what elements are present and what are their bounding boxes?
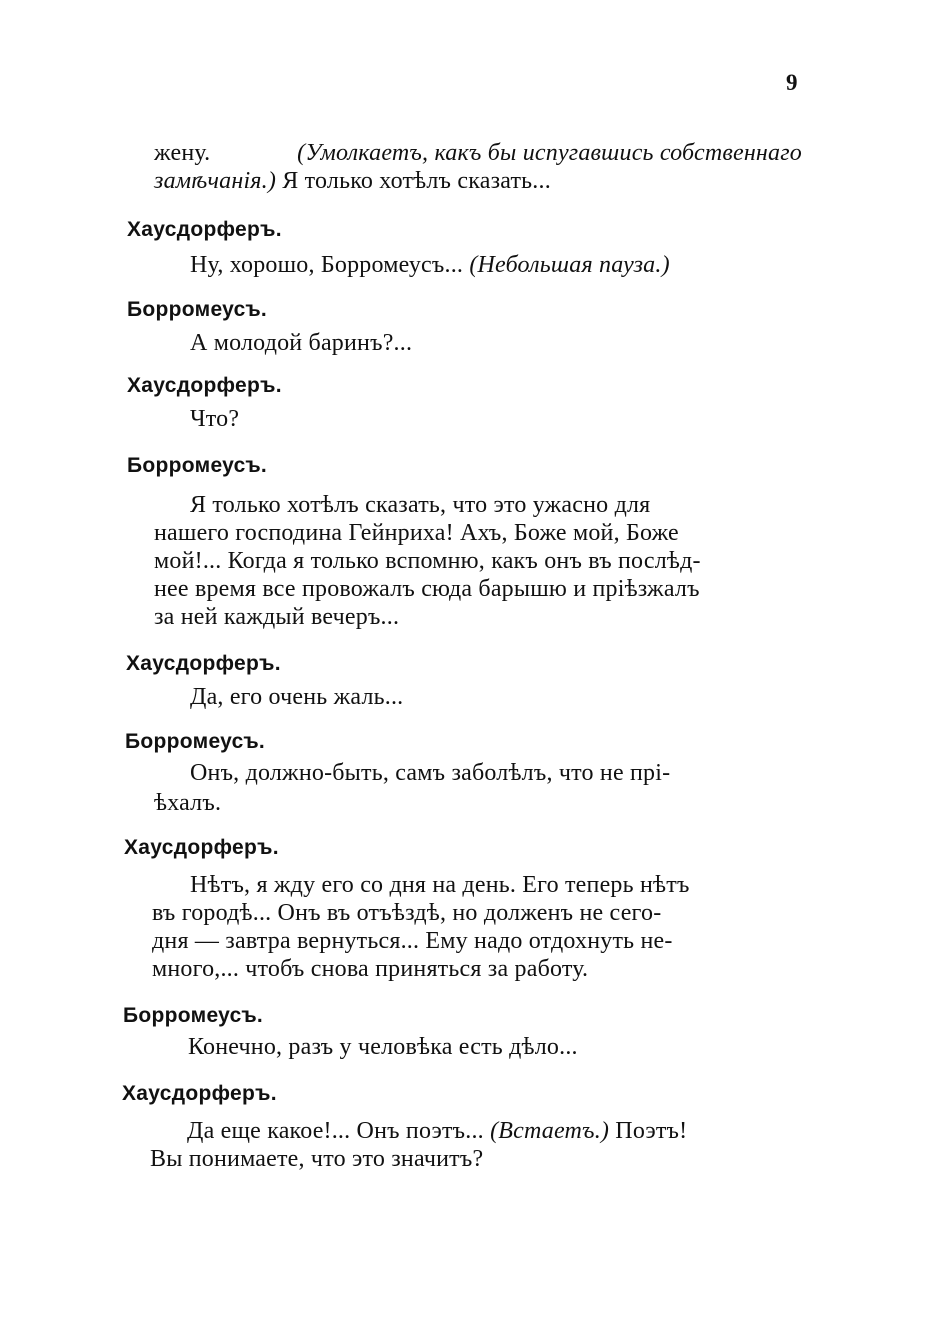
text-line — [152, 956, 588, 983]
text-segment: много,... чтобъ снова приняться за работу. — [152, 956, 589, 982]
text-segment: за ней каждый вечеръ... — [154, 604, 400, 630]
text-segment: Нѣтъ, я жду его со дня на день. Его теперь нѣтъ — [190, 872, 690, 898]
stage-direction: (Небольшая пауза.) — [469, 252, 670, 278]
text-line — [154, 168, 551, 195]
speaker-label: Борромеусъ. — [127, 298, 268, 321]
text-segment: Да еще какое!... Онъ поэтъ... — [187, 1118, 491, 1144]
speaker-label: Борромеусъ. — [127, 454, 268, 477]
text-segment: Вы понимаете, что это значитъ? — [150, 1146, 484, 1172]
text-line — [190, 330, 412, 357]
text-segment: Да, его очень жаль... — [190, 684, 404, 710]
text-line — [154, 520, 802, 547]
text-line — [154, 140, 802, 167]
text-segment: А молодой баринъ?... — [190, 330, 413, 356]
text-segment: дня — завтра вернуться... Ему надо отдохнуть не- — [152, 928, 673, 954]
speaker-label: Борромеусъ. — [123, 1004, 264, 1027]
text-line — [190, 760, 670, 787]
stage-direction: (Встаетъ.) — [490, 1118, 610, 1144]
text-segment: въ городѣ... Онъ въ отъѣздѣ, но долженъ не сего- — [152, 900, 662, 926]
text-segment: Ну, хорошо, Борромеусъ... — [190, 252, 470, 278]
stage-direction: замѣчанія.) — [154, 168, 277, 194]
speaker-label: Хаусдорферъ. — [126, 652, 281, 675]
speaker-label: Хаусдорферъ. — [122, 1082, 277, 1105]
text-line — [187, 1118, 687, 1145]
stage-direction: (Умолкаетъ, какъ бы испугавшись собственнаго — [297, 140, 802, 166]
text-segment: нее время все провожалъ сюда барышю и пріѣзжалъ — [154, 576, 700, 602]
text-line — [154, 576, 700, 603]
speaker-label: Хаусдорферъ. — [124, 836, 279, 859]
text-segment: Я только хотѣлъ сказать... — [276, 168, 551, 194]
text-segment: нашего господина Гейнриха! Ахъ, Боже мой, Боже — [154, 520, 679, 546]
text-line — [190, 684, 403, 711]
text-line — [190, 252, 670, 279]
text-line — [190, 492, 801, 519]
text-line — [190, 406, 239, 433]
text-segment: мой!... Когда я только вспомню, какъ онъ въ послѣд- — [154, 548, 701, 574]
speaker-label: Борромеусъ. — [125, 730, 266, 753]
text-line — [154, 548, 701, 575]
text-segment: Что? — [190, 406, 240, 432]
page-number: 9 — [786, 70, 798, 95]
word: жену. — [154, 140, 217, 166]
text-segment: Конечно, разъ у человѣка есть дѣло... — [188, 1034, 578, 1060]
text-segment: ѣхалъ. — [154, 790, 222, 816]
text-line — [152, 928, 673, 955]
text-line — [154, 604, 399, 631]
speaker-label: Хаусдорферъ. — [127, 218, 282, 241]
speaker-label: Хаусдорферъ. — [127, 374, 282, 397]
text-line — [188, 1034, 578, 1061]
text-segment: Я только хотѣлъ сказать, что это ужасно для — [190, 492, 651, 518]
text-line — [154, 790, 221, 817]
text-line — [150, 1146, 483, 1173]
text-segment: Онъ, должно-быть, самъ заболѣлъ, что не прі- — [190, 760, 671, 786]
text-line — [190, 872, 690, 899]
text-line — [152, 900, 661, 927]
text-segment: Поэтъ! — [609, 1118, 688, 1144]
